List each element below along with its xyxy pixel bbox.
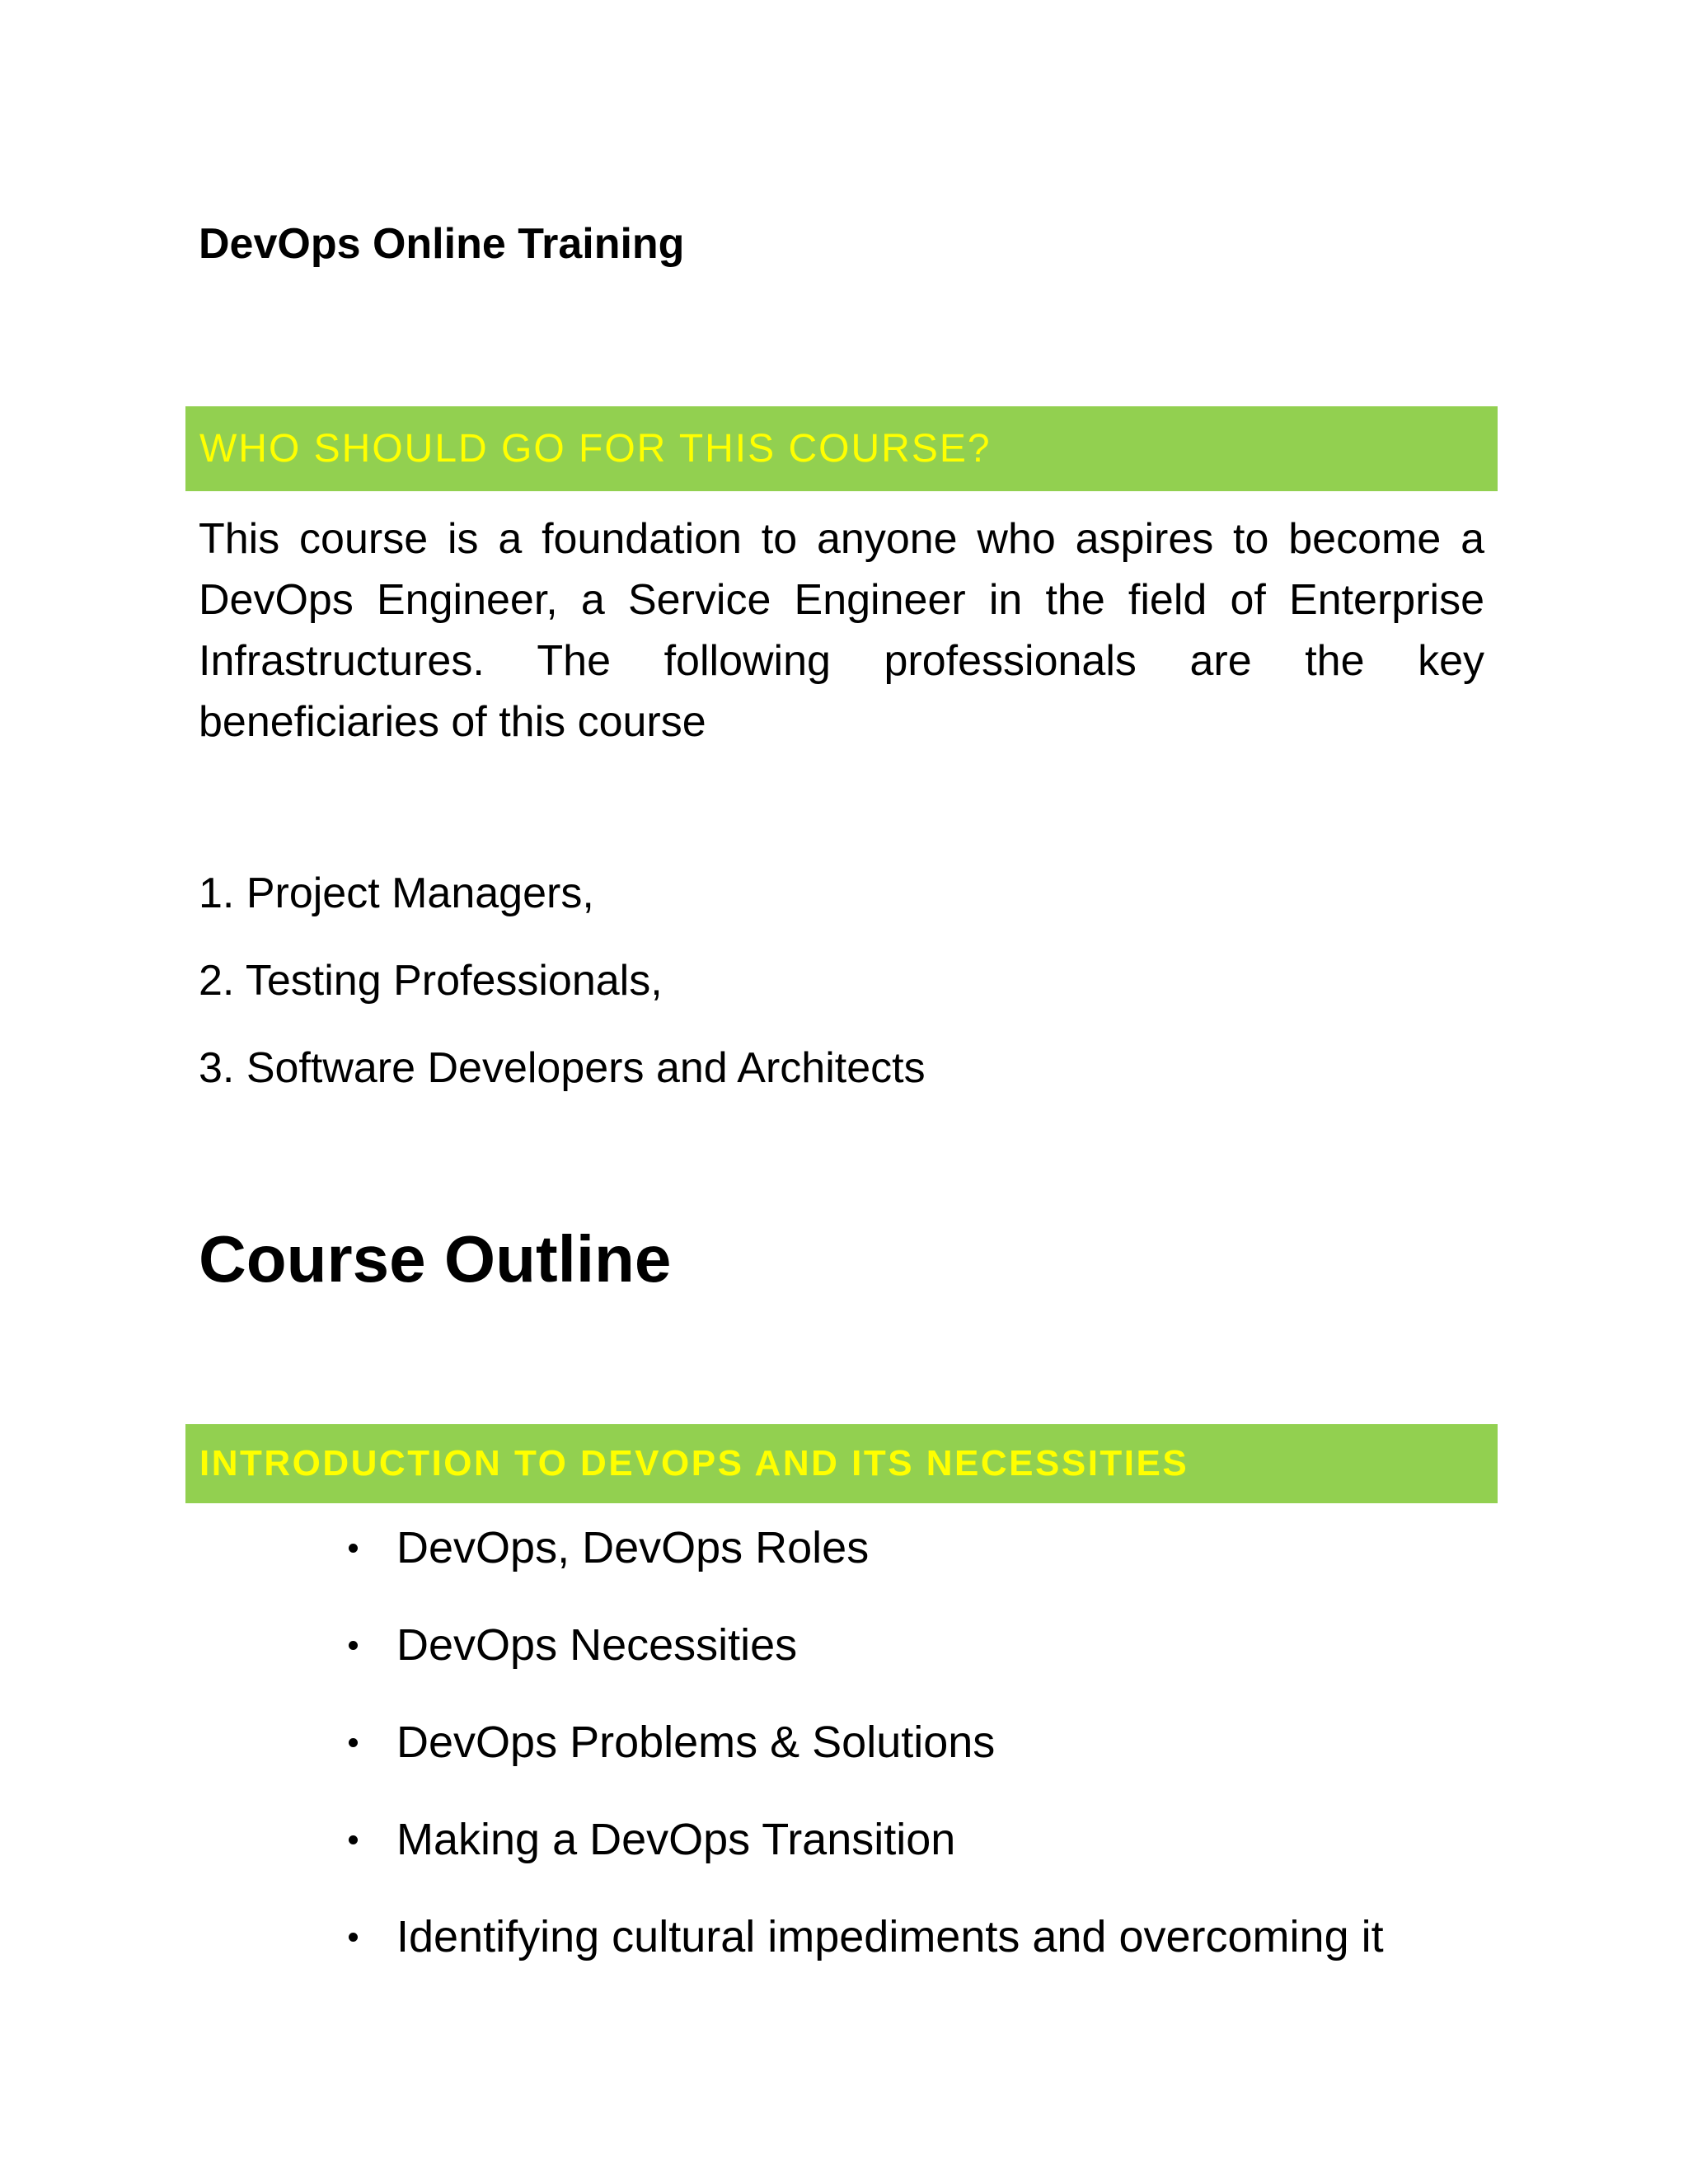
- list-item: 1. Project Managers,: [199, 869, 594, 917]
- topic-text: DevOps Necessities: [396, 1620, 798, 1670]
- bullet-icon: [349, 1544, 358, 1553]
- course-intro-paragraph: This course is a foundation to anyone who aspires to become a DevOps Engineer, a Service Engineer in the field of Enterprise Infrastructures. The following professionals are the key beneficiaries of this course: [199, 515, 1484, 746]
- list-item: [199, 1812, 1384, 1910]
- document-title: DevOps Online Training: [199, 220, 685, 268]
- list-item: [199, 1618, 1384, 1715]
- list-item: 2. Testing Professionals,: [199, 957, 663, 1005]
- module-heading-band: [185, 1424, 1498, 1503]
- bullet-icon: [349, 1933, 358, 1942]
- topic-text: Identifying cultural impediments and overcoming it: [396, 1912, 1384, 1961]
- course-outline-title: Course Outline: [199, 1222, 672, 1296]
- topics-list: [199, 1521, 1384, 2007]
- topic-text: DevOps Problems & Solutions: [396, 1718, 996, 1767]
- list-item: [199, 1715, 1384, 1812]
- topic-text: DevOps, DevOps Roles: [396, 1523, 870, 1572]
- list-item: [199, 1521, 1384, 1618]
- bullet-icon: [349, 1641, 358, 1650]
- module-heading: INTRODUCTION TO DEVOPS AND ITS NECESSITIES: [199, 1443, 1189, 1483]
- beneficiaries-list: [199, 867, 926, 1129]
- topic-text: Making a DevOps Transition: [396, 1815, 956, 1864]
- who-should-go-heading: WHO SHOULD GO FOR THIS COURSE?: [199, 427, 992, 471]
- list-item: 3. Software Developers and Architects: [199, 1044, 926, 1092]
- list-item: [199, 1910, 1384, 2007]
- bullet-icon: [349, 1738, 358, 1747]
- section-heading-band: [185, 406, 1498, 491]
- bullet-icon: [349, 1835, 358, 1844]
